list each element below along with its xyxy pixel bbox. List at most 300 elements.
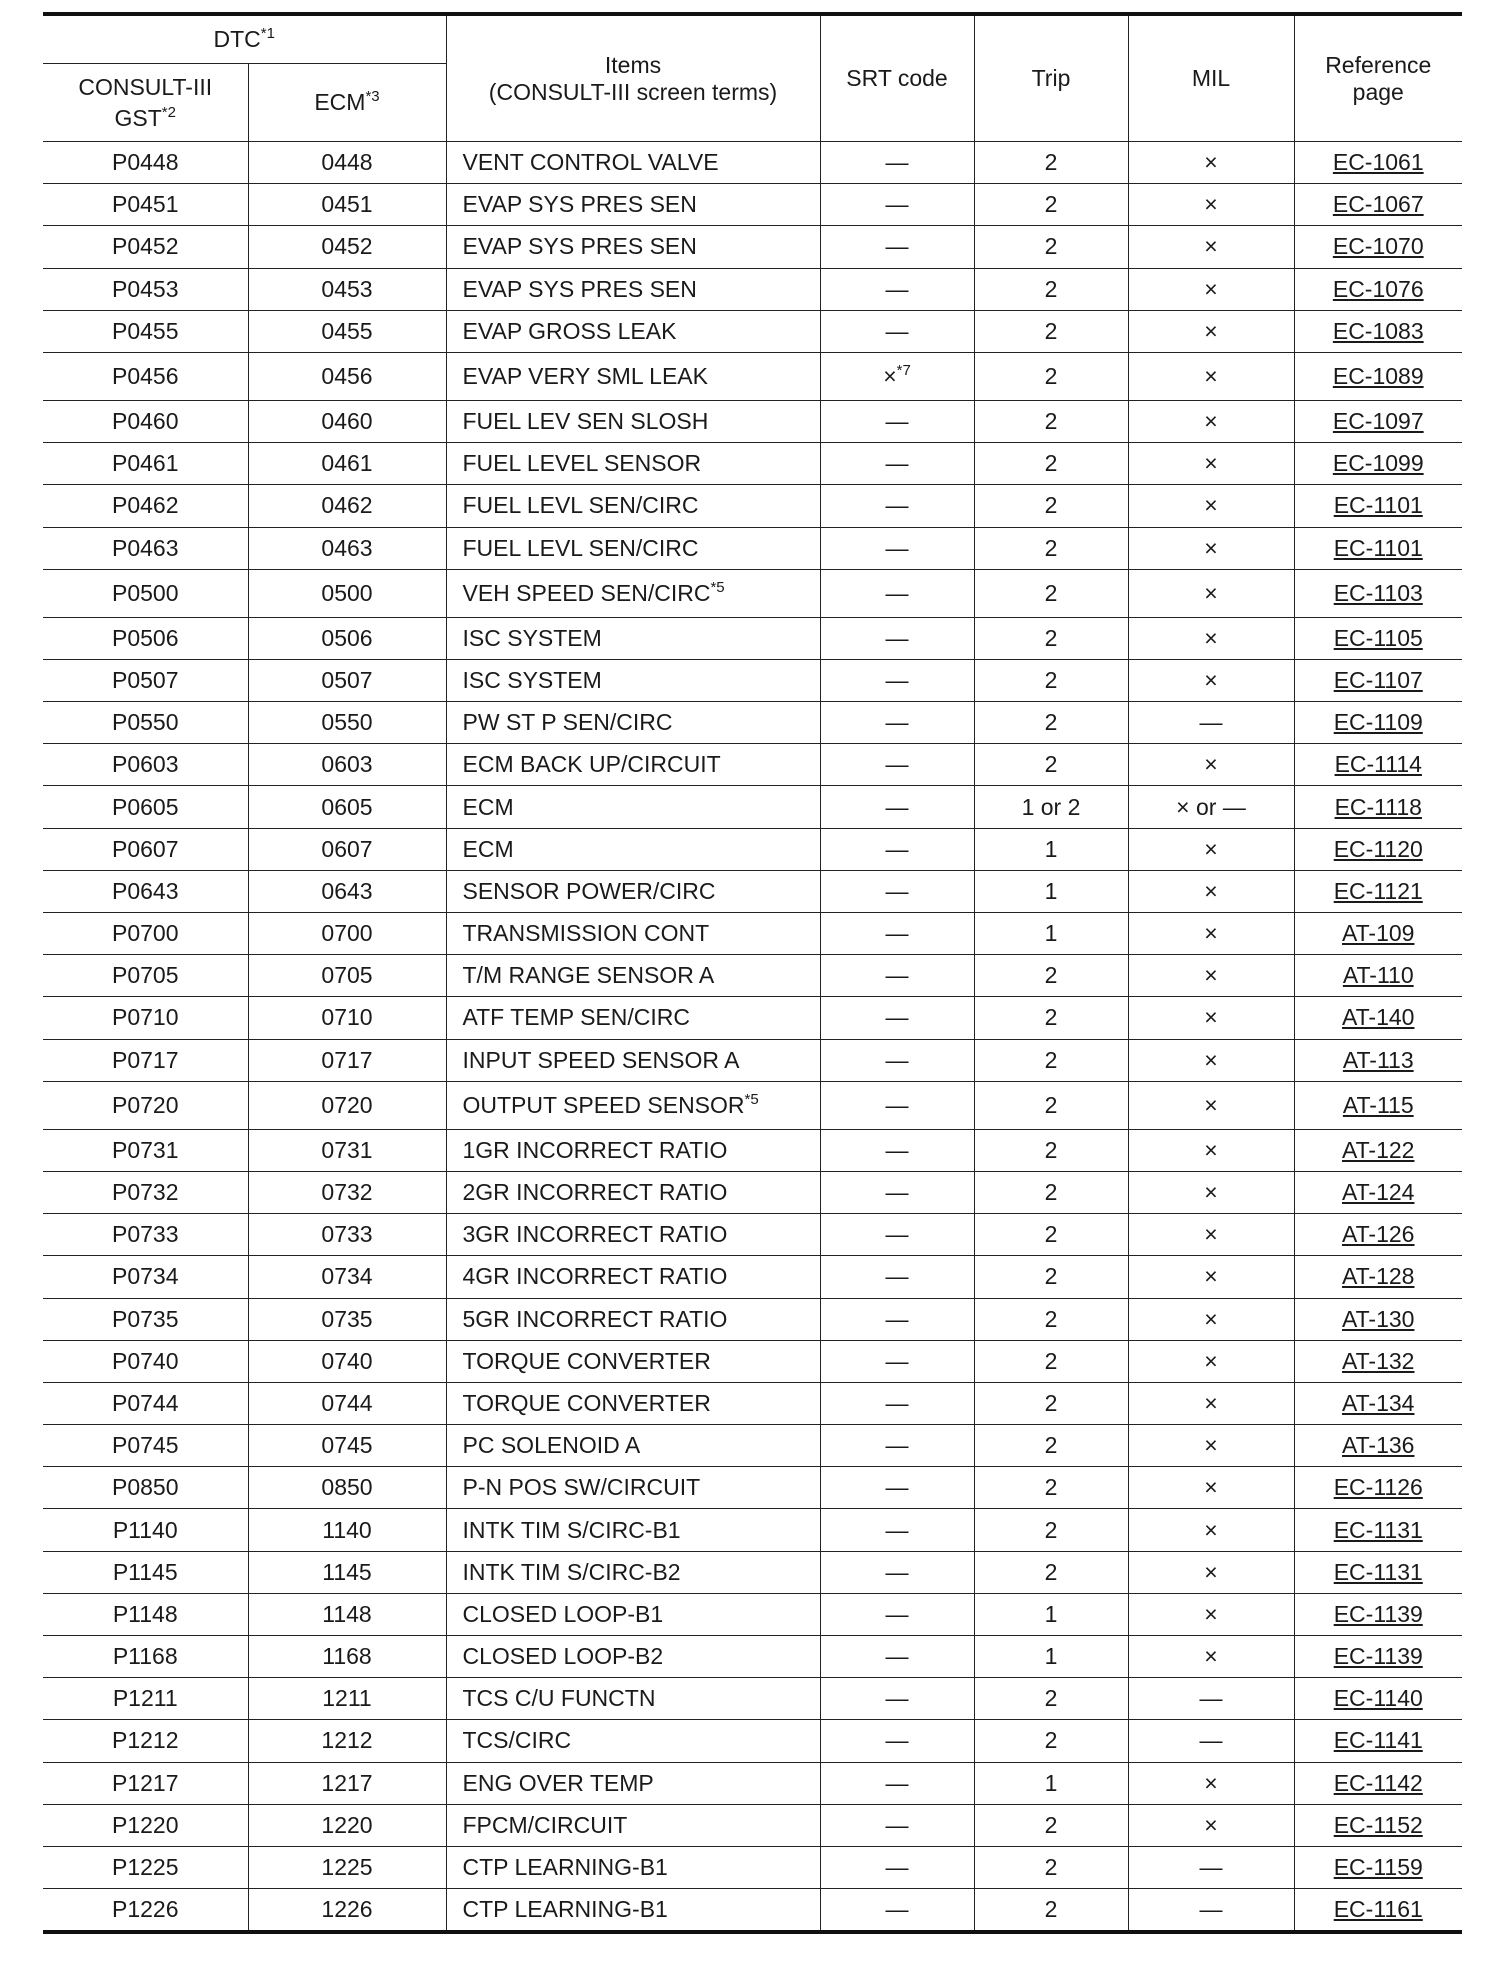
reference-link[interactable]: AT-109 (1342, 920, 1415, 947)
cell-trip (974, 744, 1128, 786)
cell-trip-text: 2 (1044, 275, 1058, 302)
cell-trip (974, 1467, 1128, 1509)
reference-link[interactable]: EC-1139 (1333, 1600, 1423, 1627)
cell-trip-text: 2 (1044, 1004, 1058, 1031)
cell-items (446, 1720, 820, 1762)
cell-ecm-code-text: 0453 (321, 275, 373, 302)
cell-mil (1128, 744, 1294, 786)
cell-reference-page (1294, 744, 1462, 786)
cell-mil-text: × (1204, 450, 1218, 477)
cell-trip-text: 2 (1044, 1179, 1058, 1206)
cell-items-text: P-N POS SW/CIRCUIT (462, 1474, 701, 1501)
cell-ecm-code (248, 786, 446, 828)
cell-items-text: FUEL LEVL SEN/CIRC (462, 534, 699, 561)
reference-link[interactable]: AT-110 (1342, 962, 1414, 989)
reference-link[interactable]: AT-140 (1342, 1004, 1415, 1031)
cell-items-text: 2GR INCORRECT RATIO (462, 1179, 728, 1206)
cell-consult-code (43, 400, 248, 442)
cell-trip-text: 2 (1044, 450, 1058, 477)
cell-items-text: SENSOR POWER/CIRC (462, 877, 716, 904)
cell-srt-code (820, 142, 974, 184)
cell-consult-code-text: P0448 (111, 149, 179, 176)
table-row (43, 1129, 1462, 1171)
reference-link[interactable]: EC-1101 (1333, 492, 1423, 519)
cell-reference-page (1294, 1889, 1462, 1933)
table-row (43, 1256, 1462, 1298)
cell-mil-text: × (1204, 408, 1218, 435)
cell-srt-code-text: — (885, 835, 909, 862)
cell-trip-text: 1 or 2 (1021, 793, 1081, 820)
cell-consult-code (43, 955, 248, 997)
reference-link[interactable]: EC-1161 (1333, 1896, 1423, 1923)
cell-trip (974, 352, 1128, 400)
cell-consult-code (43, 1678, 248, 1720)
cell-srt-code (820, 310, 974, 352)
cell-ecm-code (248, 1340, 446, 1382)
cell-trip (974, 1425, 1128, 1467)
cell-mil-text: × (1204, 1221, 1218, 1248)
cell-trip-text: 2 (1044, 1305, 1058, 1332)
cell-srt-code (820, 1340, 974, 1382)
reference-link[interactable]: EC-1067 (1332, 191, 1424, 218)
cell-trip (974, 1593, 1128, 1635)
cell-consult-code (43, 786, 248, 828)
cell-items-text: CTP LEARNING-B1 (462, 1854, 668, 1881)
cell-mil (1128, 1762, 1294, 1804)
cell-trip (974, 1214, 1128, 1256)
cell-ecm-code (248, 1129, 446, 1171)
reference-link[interactable]: EC-1107 (1333, 666, 1423, 693)
cell-items-text: 4GR INCORRECT RATIO (462, 1263, 728, 1290)
cell-srt-code-text: — (885, 233, 909, 260)
cell-ecm-code (248, 1171, 446, 1213)
reference-link[interactable]: EC-1099 (1332, 450, 1424, 477)
reference-link[interactable]: EC-1089 (1332, 362, 1424, 389)
cell-trip-text: 2 (1044, 1474, 1058, 1501)
cell-items (446, 1214, 820, 1256)
cell-reference-page (1294, 569, 1462, 617)
cell-consult-code (43, 1340, 248, 1382)
cell-srt-code (820, 1678, 974, 1720)
cell-trip (974, 955, 1128, 997)
cell-mil (1128, 1340, 1294, 1382)
cell-consult-code-text: P1226 (111, 1896, 179, 1923)
cell-srt-code (820, 955, 974, 997)
cell-reference-page (1294, 997, 1462, 1039)
reference-link[interactable]: EC-1101 (1333, 534, 1423, 561)
cell-consult-code-text: P0462 (111, 492, 179, 519)
header-items: Items (CONSULT-III screen terms) (446, 14, 820, 142)
reference-link[interactable]: EC-1070 (1332, 233, 1424, 260)
cell-ecm-code-text: 1225 (321, 1854, 373, 1881)
cell-consult-code-text: P1145 (112, 1558, 178, 1585)
reference-link[interactable]: EC-1131 (1333, 1516, 1423, 1543)
cell-items-text: OUTPUT SPEED SENSOR (462, 1091, 745, 1118)
cell-srt-code (820, 569, 974, 617)
cell-ecm-code-text: 0448 (321, 149, 373, 176)
cell-ecm-code-text: 0717 (321, 1046, 373, 1073)
cell-trip (974, 1129, 1128, 1171)
cell-srt-code (820, 659, 974, 701)
cell-ecm-code-text: 0455 (321, 317, 373, 344)
cell-reference-page (1294, 1039, 1462, 1081)
cell-trip (974, 184, 1128, 226)
reference-link[interactable]: AT-113 (1342, 1046, 1414, 1073)
cell-items (446, 142, 820, 184)
cell-consult-code-text: P0550 (111, 709, 179, 736)
cell-srt-code-text: — (885, 534, 909, 561)
cell-ecm-code-text: 1226 (321, 1896, 373, 1923)
cell-srt-code-text: — (885, 1432, 909, 1459)
reference-link[interactable]: EC-1109 (1333, 709, 1423, 736)
cell-consult-code-text: P0456 (111, 362, 179, 389)
cell-mil (1128, 955, 1294, 997)
cell-trip-text: 2 (1044, 1727, 1058, 1754)
cell-mil (1128, 1846, 1294, 1888)
cell-consult-code-text: P0717 (111, 1046, 179, 1073)
header-dtc: DTC$^{*1}$ (43, 14, 446, 64)
cell-srt-code (820, 913, 974, 955)
cell-srt-code (820, 1889, 974, 1933)
cell-mil-text: × (1204, 233, 1218, 260)
cell-consult-code (43, 1509, 248, 1551)
cell-srt-code-text: — (885, 1516, 909, 1543)
cell-items (446, 786, 820, 828)
table-row (43, 527, 1462, 569)
table-row (43, 955, 1462, 997)
cell-consult-code (43, 1256, 248, 1298)
cell-reference-page (1294, 1340, 1462, 1382)
cell-items-text: TCS C/U FUNCTN (462, 1685, 656, 1712)
cell-mil-text: — (1199, 709, 1223, 736)
cell-items (446, 443, 820, 485)
cell-items (446, 1636, 820, 1678)
cell-mil-text: — (1199, 1727, 1223, 1754)
cell-items (446, 1889, 820, 1933)
cell-mil (1128, 1551, 1294, 1593)
cell-srt-code (820, 1382, 974, 1424)
cell-items (446, 1804, 820, 1846)
cell-items (446, 310, 820, 352)
cell-items (446, 1081, 820, 1129)
cell-reference-page (1294, 1720, 1462, 1762)
cell-consult-code (43, 1081, 248, 1129)
table-row (43, 268, 1462, 310)
reference-link[interactable]: EC-1083 (1332, 317, 1424, 344)
cell-srt-code-text: — (885, 1004, 909, 1031)
cell-mil (1128, 870, 1294, 912)
cell-mil (1128, 1039, 1294, 1081)
cell-mil-text: × (1204, 1558, 1218, 1585)
cell-trip (974, 527, 1128, 569)
cell-srt-code-text: — (885, 1305, 909, 1332)
cell-reference-page (1294, 828, 1462, 870)
cell-srt-code-text: — (885, 877, 909, 904)
cell-items-text: PC SOLENOID A (462, 1432, 641, 1459)
cell-ecm-code-text: 0463 (321, 534, 373, 561)
cell-trip-text: 1 (1044, 920, 1058, 947)
table-row (43, 310, 1462, 352)
cell-consult-code (43, 1762, 248, 1804)
cell-consult-code (43, 1467, 248, 1509)
cell-items (446, 400, 820, 442)
cell-mil-text: — (1199, 1854, 1223, 1881)
table-row (43, 1678, 1462, 1720)
cell-items (446, 870, 820, 912)
cell-trip (974, 659, 1128, 701)
reference-link[interactable]: EC-1103 (1333, 579, 1423, 606)
reference-link[interactable]: EC-1126 (1333, 1474, 1423, 1501)
cell-trip-text: 1 (1044, 1600, 1058, 1627)
cell-items-text: EVAP GROSS LEAK (462, 317, 677, 344)
cell-mil (1128, 184, 1294, 226)
cell-mil (1128, 443, 1294, 485)
reference-link[interactable]: AT-132 (1342, 1347, 1415, 1374)
cell-trip (974, 1804, 1128, 1846)
cell-items-text: TORQUE CONVERTER (462, 1347, 711, 1374)
cell-items-text: ECM BACK UP/CIRCUIT (462, 751, 721, 778)
cell-reference-page (1294, 955, 1462, 997)
cell-ecm-code (248, 1509, 446, 1551)
header-reference-page: Reference page (1294, 14, 1462, 142)
cell-ecm-code-text: 1168 (322, 1643, 372, 1670)
reference-link[interactable]: EC-1061 (1332, 149, 1424, 176)
cell-consult-code (43, 1129, 248, 1171)
cell-trip-text: 2 (1044, 1811, 1058, 1838)
cell-reference-page (1294, 1298, 1462, 1340)
cell-consult-code (43, 1804, 248, 1846)
cell-consult-code (43, 352, 248, 400)
cell-ecm-code-text: 0461 (321, 450, 373, 477)
cell-items (446, 1551, 820, 1593)
cell-srt-code-text: — (885, 579, 909, 606)
cell-srt-code-text: — (885, 920, 909, 947)
cell-trip-text: 2 (1044, 149, 1058, 176)
cell-ecm-code (248, 400, 446, 442)
cell-srt-code-text: — (885, 1263, 909, 1290)
cell-ecm-code-text: 1212 (321, 1727, 373, 1754)
cell-items-text: ATF TEMP SEN/CIRC (462, 1004, 690, 1031)
cell-items (446, 744, 820, 786)
cell-mil (1128, 617, 1294, 659)
cell-srt-code (820, 828, 974, 870)
cell-mil (1128, 310, 1294, 352)
cell-mil-text: × (1204, 1091, 1218, 1118)
reference-link[interactable]: EC-1152 (1333, 1811, 1423, 1838)
cell-mil (1128, 913, 1294, 955)
cell-trip (974, 1382, 1128, 1424)
reference-link[interactable]: EC-1120 (1333, 835, 1423, 862)
cell-trip (974, 268, 1128, 310)
cell-trip (974, 1762, 1128, 1804)
cell-trip (974, 1081, 1128, 1129)
cell-trip (974, 828, 1128, 870)
cell-srt-code (820, 1593, 974, 1635)
cell-srt-code-text: — (885, 1389, 909, 1416)
cell-trip-text: 2 (1044, 534, 1058, 561)
cell-trip-text: 2 (1044, 1432, 1058, 1459)
cell-srt-code (820, 1129, 974, 1171)
cell-reference-page (1294, 1081, 1462, 1129)
header-ecm: ECM$^{*3}$ (248, 64, 446, 142)
table-row (43, 400, 1462, 442)
table-row (43, 828, 1462, 870)
cell-consult-code-text: P0461 (111, 450, 179, 477)
reference-link[interactable]: EC-1131 (1333, 1558, 1423, 1585)
cell-consult-code (43, 997, 248, 1039)
cell-trip (974, 1340, 1128, 1382)
cell-mil (1128, 400, 1294, 442)
cell-srt-code-text: — (885, 1474, 909, 1501)
cell-items-text: ISC SYSTEM (462, 666, 602, 693)
cell-items-text: VENT CONTROL VALVE (462, 149, 719, 176)
cell-trip-text: 2 (1044, 1136, 1058, 1163)
reference-link[interactable]: AT-115 (1342, 1091, 1414, 1118)
cell-items (446, 1467, 820, 1509)
cell-items (446, 226, 820, 268)
cell-trip-text: 2 (1044, 1046, 1058, 1073)
header-consult-gst: CONSULT-III GST$^{*2}$ (43, 64, 248, 142)
table-row (43, 1551, 1462, 1593)
cell-srt-code (820, 702, 974, 744)
cell-reference-page (1294, 400, 1462, 442)
cell-mil-text: × (1204, 275, 1218, 302)
table-row (43, 1039, 1462, 1081)
cell-items-text: ISC SYSTEM (462, 624, 602, 651)
cell-srt-code-text: — (885, 1600, 909, 1627)
cell-srt-code (820, 485, 974, 527)
cell-ecm-code (248, 1298, 446, 1340)
cell-consult-code (43, 485, 248, 527)
cell-items-text: FUEL LEVEL SENSOR (462, 450, 702, 477)
cell-trip (974, 913, 1128, 955)
cell-mil-text: × (1204, 1347, 1218, 1374)
cell-mil (1128, 1804, 1294, 1846)
reference-link[interactable]: EC-1097 (1332, 408, 1424, 435)
cell-mil-text: — (1199, 1896, 1223, 1923)
cell-ecm-code (248, 702, 446, 744)
cell-trip (974, 226, 1128, 268)
reference-link[interactable]: AT-136 (1342, 1432, 1415, 1459)
table-row (43, 1509, 1462, 1551)
cell-trip (974, 786, 1128, 828)
cell-mil (1128, 828, 1294, 870)
cell-mil (1128, 268, 1294, 310)
cell-items (446, 268, 820, 310)
reference-link[interactable]: EC-1139 (1333, 1643, 1423, 1670)
table-row (43, 1593, 1462, 1635)
cell-items-text: TORQUE CONVERTER (462, 1389, 711, 1416)
reference-link[interactable]: AT-130 (1342, 1305, 1415, 1332)
cell-items (446, 1846, 820, 1888)
cell-items (446, 1171, 820, 1213)
cell-items-text: FUEL LEVL SEN/CIRC (462, 492, 699, 519)
cell-reference-page (1294, 1804, 1462, 1846)
cell-consult-code (43, 1425, 248, 1467)
cell-ecm-code (248, 828, 446, 870)
table-row (43, 1340, 1462, 1382)
cell-ecm-code-text: 0462 (321, 492, 373, 519)
reference-link[interactable]: EC-1140 (1333, 1685, 1423, 1712)
cell-mil (1128, 569, 1294, 617)
cell-srt-code-text: — (885, 149, 909, 176)
reference-link[interactable]: EC-1141 (1333, 1727, 1423, 1754)
table-row (43, 142, 1462, 184)
cell-srt-code-text: — (885, 962, 909, 989)
cell-srt-code (820, 1039, 974, 1081)
cell-mil-text: × (1204, 362, 1218, 389)
reference-link[interactable]: EC-1118 (1334, 793, 1422, 820)
cell-ecm-code-text: 0643 (321, 877, 373, 904)
cell-trip (974, 1039, 1128, 1081)
cell-reference-page (1294, 443, 1462, 485)
reference-link[interactable]: AT-126 (1342, 1221, 1415, 1248)
cell-ecm-code (248, 913, 446, 955)
cell-ecm-code (248, 1039, 446, 1081)
cell-consult-code-text: P0643 (111, 877, 179, 904)
table-row (43, 617, 1462, 659)
reference-link[interactable]: AT-124 (1342, 1179, 1415, 1206)
cell-trip (974, 443, 1128, 485)
cell-trip (974, 997, 1128, 1039)
table-row (43, 997, 1462, 1039)
cell-ecm-code-text: 0452 (321, 233, 373, 260)
cell-mil-text: × (1204, 534, 1218, 561)
cell-mil-text: × (1204, 1769, 1218, 1796)
reference-link[interactable]: EC-1121 (1333, 877, 1423, 904)
cell-mil (1128, 527, 1294, 569)
reference-link[interactable]: AT-122 (1342, 1136, 1415, 1163)
cell-consult-code-text: P0733 (111, 1221, 179, 1248)
table-row (43, 1214, 1462, 1256)
cell-srt-code-text: — (885, 751, 909, 778)
cell-ecm-code (248, 184, 446, 226)
reference-link[interactable]: EC-1105 (1333, 624, 1423, 651)
cell-mil (1128, 1256, 1294, 1298)
cell-ecm-code-text: 1140 (322, 1516, 372, 1543)
reference-link[interactable]: EC-1114 (1334, 751, 1422, 778)
reference-link[interactable]: AT-128 (1342, 1263, 1415, 1290)
table-row (43, 569, 1462, 617)
cell-mil-text: × (1204, 1136, 1218, 1163)
cell-trip (974, 485, 1128, 527)
cell-ecm-code-text: 0456 (321, 362, 373, 389)
cell-srt-code (820, 786, 974, 828)
cell-ecm-code-text: 0460 (321, 408, 373, 435)
cell-items-text: FPCM/CIRCUIT (462, 1811, 628, 1838)
reference-link[interactable]: EC-1142 (1333, 1769, 1423, 1796)
cell-ecm-code (248, 1889, 446, 1933)
reference-link[interactable]: EC-1159 (1333, 1854, 1423, 1881)
cell-mil-text: × (1204, 317, 1218, 344)
cell-consult-code (43, 1720, 248, 1762)
cell-srt-code-text: — (885, 317, 909, 344)
cell-srt-code (820, 527, 974, 569)
cell-trip-text: 2 (1044, 666, 1058, 693)
cell-consult-code-text: P0607 (111, 835, 179, 862)
cell-trip-text: 2 (1044, 1347, 1058, 1374)
cell-consult-code (43, 702, 248, 744)
cell-srt-code-text: — (885, 1221, 909, 1248)
cell-trip-text: 2 (1044, 317, 1058, 344)
cell-reference-page (1294, 659, 1462, 701)
cell-srt-code (820, 1256, 974, 1298)
cell-mil-text: × (1204, 1004, 1218, 1031)
reference-link[interactable]: EC-1076 (1332, 275, 1424, 302)
reference-link[interactable]: AT-134 (1342, 1389, 1415, 1416)
cell-ecm-code (248, 1467, 446, 1509)
cell-trip (974, 1256, 1128, 1298)
